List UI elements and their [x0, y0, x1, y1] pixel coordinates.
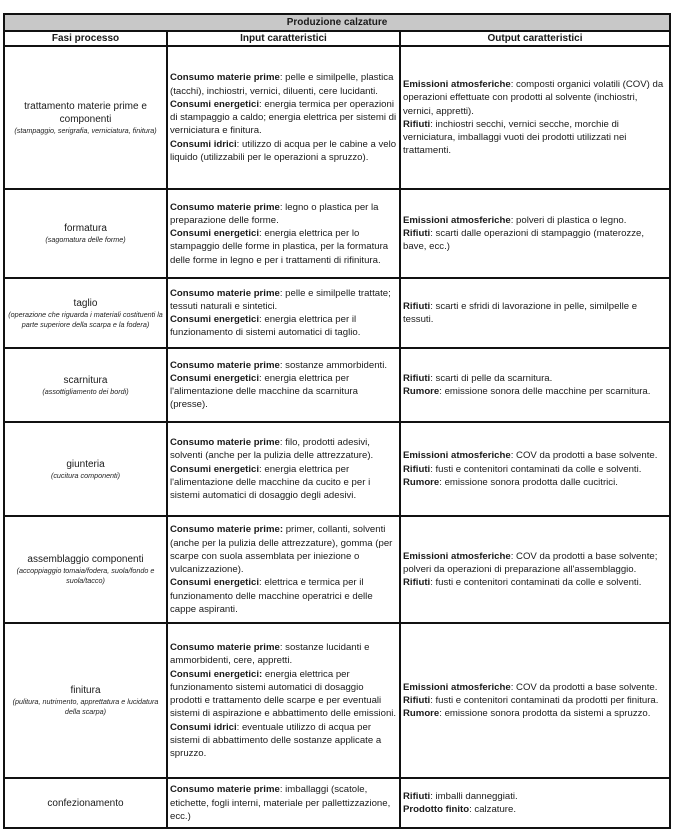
entry-text: : sostanze ammorbidenti.	[279, 359, 388, 371]
entry-text: : scarti e sfridi di lavorazione in pelle, similpelle e tessuti.	[403, 301, 638, 326]
phase-name: formatura	[64, 223, 107, 235]
column-header-inputs: Input caratteristici	[167, 31, 400, 46]
entry-label: Prodotto finito	[403, 804, 470, 816]
output-cell	[400, 348, 670, 422]
input-entry	[170, 721, 397, 761]
input-entry	[170, 463, 397, 503]
entry-text: : calzature.	[469, 804, 517, 816]
output-entry	[403, 476, 667, 489]
input-cell	[167, 516, 400, 623]
output-entry	[403, 385, 667, 398]
table-row	[4, 46, 670, 189]
entry-text: : COV da prodotti a base solvente.	[510, 450, 658, 462]
entry-label: Rifiuti	[403, 695, 431, 707]
entry-text: : imballi danneggiati.	[430, 791, 518, 802]
entry-label: Consumi energetici:	[170, 668, 263, 680]
input-cell	[167, 189, 400, 278]
phase-cell	[4, 189, 167, 278]
entry-text: : energia elettrica per lo stampaggio delle forme in plastica, per la formatura delle forme in legno e per i trattamenti di rifinitura.	[170, 228, 389, 266]
output-entry	[403, 300, 667, 326]
phase-cell	[4, 422, 167, 516]
entry-label: Consumi energetici	[170, 463, 260, 475]
table-row	[4, 422, 670, 516]
entry-label: Consumo materie prime	[170, 287, 280, 299]
entry-label: Consumo materie prime:	[170, 524, 284, 536]
entry-text: : COV da prodotti a base solvente.	[510, 681, 658, 693]
input-entry	[170, 313, 397, 339]
entry-label: Emissioni atmosferiche	[403, 450, 511, 462]
column-header-row	[4, 31, 670, 46]
table-title-row	[4, 14, 670, 31]
entry-label: Consumo materie prime	[170, 642, 280, 654]
table-row	[4, 348, 670, 422]
entry-label: Consumo materie prime	[170, 437, 280, 449]
input-entry	[170, 436, 397, 462]
entry-label: Consumo materie prime	[170, 201, 280, 213]
phase-name: taglio	[73, 297, 98, 309]
entry-label: Rumore	[403, 476, 440, 488]
output-entry	[403, 214, 667, 227]
column-header-outputs: Output caratteristici	[400, 31, 670, 46]
output-entry	[403, 78, 667, 118]
table-row	[4, 189, 670, 278]
output-cell	[400, 46, 670, 189]
input-cell	[167, 46, 400, 189]
entry-text: : polveri di plastica o legno.	[510, 214, 627, 226]
output-entry	[403, 118, 667, 158]
phase-name: giunteria	[66, 458, 105, 470]
input-entry	[170, 641, 397, 667]
entry-text: : elettrica e termica per il funzionamento delle macchine operatrici e delle cappe aspiranti.	[170, 577, 373, 615]
entry-label: Emissioni atmosferiche	[403, 550, 511, 562]
input-entry	[170, 138, 397, 164]
output-cell	[400, 422, 670, 516]
entry-label: Rifiuti	[403, 577, 431, 589]
input-entry	[170, 783, 397, 823]
input-entry	[170, 359, 397, 372]
entry-label: Consumo materie prime	[170, 784, 280, 796]
entry-label: Rifiuti	[403, 301, 431, 312]
phase-note: (pulitura, nutrimento, apprettatura e lucidatura della scarpa)	[12, 697, 159, 717]
entry-label: Rumore	[403, 708, 440, 720]
output-entry	[403, 372, 667, 385]
input-entry	[170, 668, 397, 721]
phase-note: (stampaggio, serigrafia, verniciatura, finitura)	[14, 125, 157, 135]
phase-note: (assottigliamento dei bordi)	[42, 386, 129, 396]
entry-text: : fusti e contenitori contaminati da prodotti per finitura.	[430, 695, 659, 707]
entry-text: : inchiostri secchi, vernici secche, morchie di verniciatura, imballaggi vuoti dei prodotti utilizzati nei trattamenti.	[403, 118, 627, 157]
table-row	[4, 623, 670, 778]
phase-name: assemblaggio componenti	[27, 554, 144, 566]
table-title: Produzione calzature	[4, 14, 670, 31]
entry-label: Rifiuti	[403, 791, 431, 802]
entry-text: : energia elettrica per l'alimentazione delle macchine da cucito e per i sistemi automatici di dosaggio degli adesivi.	[170, 463, 371, 501]
table-body	[4, 46, 670, 828]
phase-note: (operazione che riguarda i materiali costituenti la parte superiore della scarpa e la fodera)	[8, 309, 163, 329]
entry-text: : energia elettrica per il funzionamento di sistemi automatici di taglio.	[170, 314, 361, 339]
input-entry	[170, 523, 397, 576]
input-cell	[167, 278, 400, 348]
entry-label: Rumore	[403, 386, 440, 398]
entry-text: energia elettrica per funzionamento sistemi automatici di dosaggio prodotti e trattamento delle scarpe e per eventuali sistemi di aspirazione e abbattimento delle emissioni.	[170, 668, 397, 720]
output-entry	[403, 681, 667, 694]
production-table	[3, 13, 671, 829]
input-cell	[167, 348, 400, 422]
phase-cell	[4, 46, 167, 189]
entry-text: : imballaggi (scatole, etichette, fogli interni, materiale per pallettizzazione, ecc.)	[170, 784, 391, 822]
phase-cell	[4, 778, 167, 828]
entry-label: Rifiuti	[403, 228, 431, 240]
entry-label: Emissioni atmosferiche	[403, 79, 511, 91]
input-cell	[167, 778, 400, 828]
entry-label: Rifiuti	[403, 463, 431, 475]
entry-text: : energia termica per operazioni di stampaggio a caldo; energia elettrica per sistemi di verniciatura e finitura.	[170, 98, 397, 137]
entry-text: : eventuale utilizzo di acqua per sistemi di abbattimento delle sostanze applicate a spruzzo.	[170, 721, 382, 759]
entry-label: Consumo materie prime	[170, 72, 280, 84]
entry-label: Consumo materie prime	[170, 359, 280, 371]
entry-text: : emissione sonora prodotta dalle cucitrici.	[439, 476, 618, 488]
phase-name: trattamento materie prime e componenti	[24, 100, 147, 125]
input-entry	[170, 372, 397, 412]
output-entry	[403, 227, 667, 253]
phase-note: (sagomatura delle forme)	[45, 235, 126, 245]
output-entry	[403, 463, 667, 476]
entry-text: : fusti e contenitori contaminati da colle e solventi.	[430, 577, 642, 589]
phase-name: finitura	[70, 685, 101, 697]
output-entry	[403, 576, 667, 589]
entry-label: Consumi energetici	[170, 228, 260, 240]
entry-text: primer, collanti, solventi (anche per la pulizia delle attrezzature), gomma (per scarpe con suola assemblata per iniezione o vulcanizzazione).	[170, 524, 393, 576]
input-entry	[170, 576, 397, 616]
output-cell	[400, 278, 670, 348]
entry-label: Emissioni atmosferiche	[403, 681, 511, 693]
entry-text: : composti organici volatili (COV) da operazioni effettuate con prodotti al solvente (inchiostri, vernici, appretti).	[403, 79, 664, 117]
input-entry	[170, 227, 397, 267]
output-entry	[403, 550, 667, 576]
table-row	[4, 516, 670, 623]
phase-cell	[4, 623, 167, 778]
output-cell	[400, 778, 670, 828]
entry-label: Rifiuti	[403, 118, 431, 130]
entry-label: Consumi idrici	[170, 138, 237, 150]
entry-text: : utilizzo di acqua per le cabine a velo liquido (utilizzabili per le operazioni a spruzzo).	[170, 138, 397, 163]
output-entry	[403, 449, 667, 462]
entry-text: : legno o plastica per la preparazione delle forme.	[170, 201, 379, 226]
output-entry	[403, 694, 667, 707]
phase-name: confezionamento	[47, 797, 124, 809]
entry-label: Consumi energetici	[170, 98, 260, 110]
entry-text: : scarti di pelle da scarnitura.	[430, 373, 553, 384]
entry-text: : filo, prodotti adesivi, solventi (anche per la pulizia delle attrezzature).	[170, 437, 374, 462]
entry-label: Consumi energetici	[170, 314, 260, 326]
entry-text: : pelle e similpelle, plastica (tacchi), inchiostri, vernici, diluenti, cere lucidanti.	[170, 72, 394, 97]
output-entry	[403, 790, 667, 803]
input-entry	[170, 98, 397, 138]
entry-text: : fusti e contenitori contaminati da colle e solventi.	[430, 463, 642, 475]
output-cell	[400, 189, 670, 278]
phase-cell	[4, 348, 167, 422]
input-entry	[170, 287, 397, 313]
output-entry	[403, 707, 667, 720]
output-cell	[400, 516, 670, 623]
table-row	[4, 278, 670, 348]
entry-label: Consumi idrici	[170, 721, 237, 733]
phase-note: (cucitura componenti)	[50, 470, 121, 480]
entry-text: : emissione sonora delle macchine per scarnitura.	[439, 386, 651, 398]
table-row	[4, 778, 670, 828]
input-entry	[170, 71, 397, 97]
entry-text: : sostanze lucidanti e ammorbidenti, cere, appretti.	[170, 642, 370, 667]
output-cell	[400, 623, 670, 778]
input-cell	[167, 623, 400, 778]
entry-label: Consumi energetici	[170, 373, 260, 384]
entry-text: : energia elettrica per l'alimentazione delle macchine da scarnitura (presse).	[170, 373, 358, 411]
input-cell	[167, 422, 400, 516]
entry-label: Consumi energetici	[170, 577, 260, 589]
entry-label: Rifiuti	[403, 373, 431, 384]
entry-label: Emissioni atmosferiche	[403, 214, 511, 226]
entry-text: : emissione sonora prodotta da sistemi a spruzzo.	[439, 708, 651, 720]
entry-text: : COV da prodotti a base solvente; polveri da operazioni di preparazione all'assemblaggio.	[403, 550, 658, 576]
phase-cell	[4, 278, 167, 348]
phase-cell	[4, 516, 167, 623]
column-header-phases: Fasi processo	[4, 31, 167, 46]
entry-text: : pelle e similpelle trattate; tessuti naturali e sintetici.	[170, 287, 391, 312]
output-entry	[403, 803, 667, 816]
entry-text: : scarti dalle operazioni di stampaggio (materozze, bave, ecc.)	[403, 228, 645, 253]
phase-note: (accoppiaggio tomaia/fodera, suola/fondo e suola/tacco)	[16, 566, 155, 586]
phase-name: scarnitura	[63, 374, 108, 386]
input-entry	[170, 201, 397, 227]
